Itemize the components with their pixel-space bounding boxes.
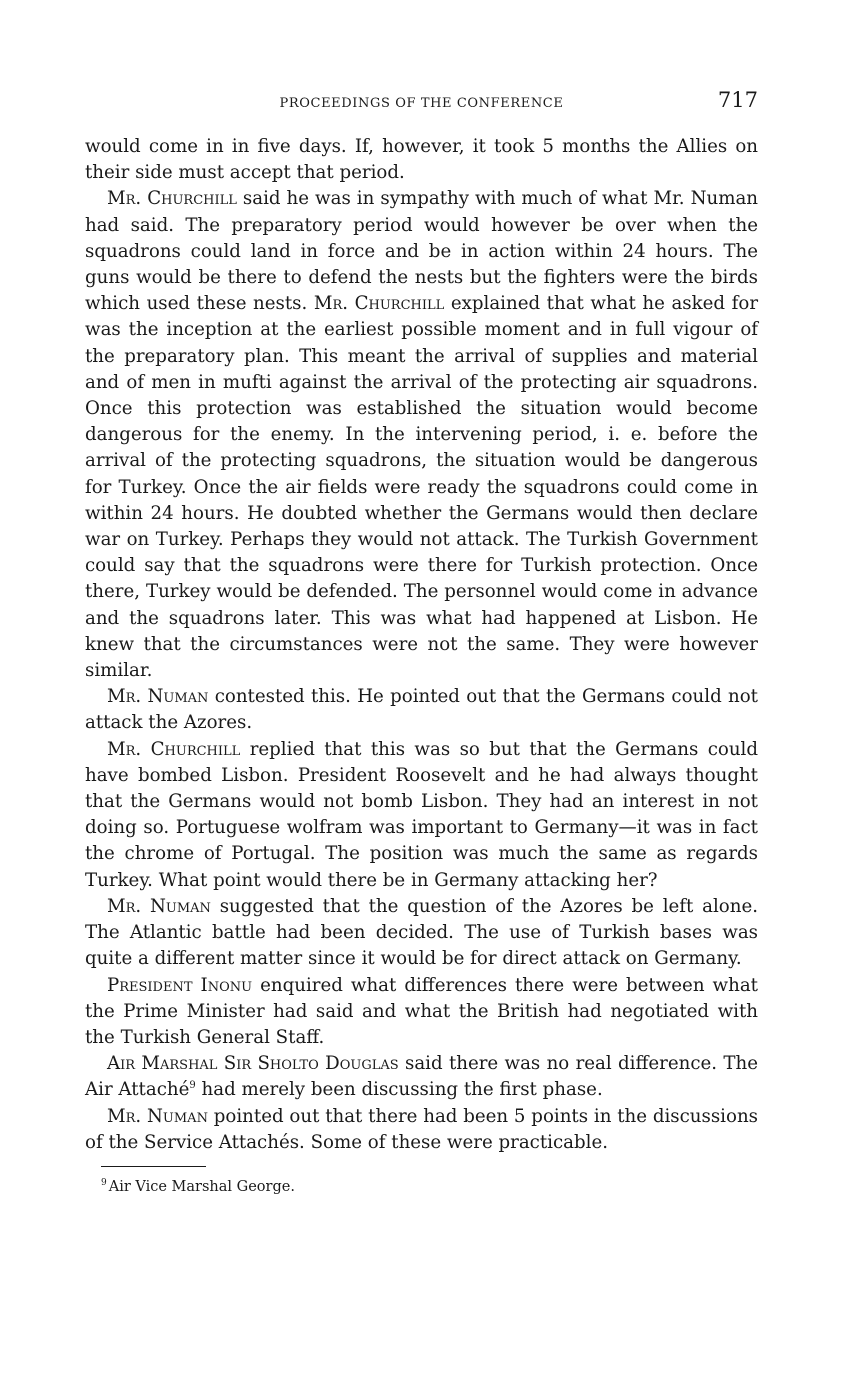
paragraph-numan-2 [85,894,758,973]
paragraph-numan-3 [85,1104,758,1156]
speaker-name: Mr. Numan [107,686,209,708]
footnote-text: Air Vice Marshal George. [108,1178,295,1195]
footnote-divider [101,1166,206,1167]
paragraph-text: had merely been discussing the first phase. [195,1079,603,1101]
paragraph-churchill-1 [85,186,758,684]
paragraph-churchill-2 [85,737,758,894]
paragraph-text: suggested that the question of the Azores be left alone. The Atlantic battle had been decided. The use of Turkish bases was quite a different matter since it would be for direct attack on Germany. [85,895,758,970]
speaker-name: Mr. Numan [107,1105,208,1127]
paragraph-text: pointed out that there had been 5 points in the discussions of the Service Attachés. Some of these were practicable. [85,1105,758,1153]
paragraph-text: contested this. He pointed out that the Germans could not attack the Azores. [85,686,758,734]
speaker-name: President Inonu [107,974,253,996]
paragraph-continued [85,134,758,186]
paragraph-text: explained that what he asked for was the inception at the earliest possible moment and in full vigour of the preparatory plan. This meant the arrival of supplies and material and of men in mufti against the arrival of the protecting air squadrons. Once this protection was established the situation would become dangerous for the enemy. In the intervening period, i. e. before the arrival of the protecting squadrons, the situation would be dangerous for Turkey. Once the air fields were ready the squadrons could come in within 24 hours. He doubted whether the Germans would then declare war on Turkey. Perhaps they would not attack. The Turkish Government could say that the squadrons were there for Turkish protection. Once there, Turkey would be defended. The personnel would come in advance and the squadrons later. This was what had happened at Lisbon. He knew that the circumstances were not the same. They were however similar. [85,293,759,682]
speaker-name: Mr. Churchill [313,293,445,315]
body-text [85,134,758,1156]
paragraph-numan-1 [85,684,758,736]
paragraph-douglas [85,1051,758,1103]
running-header [85,88,758,118]
paragraph-inonu [85,973,758,1052]
paragraph-text: said he was in sympathy with much of what Mr. Numan had said. The preparatory period would however be over when the squadrons could land in force and be in action within 24 hours. The guns would be there to defend the nests but the fighters were the birds which used these nests. [85,188,758,315]
speaker-name: Mr. Churchill [107,188,237,210]
footnote-reference: 9 [189,1080,196,1092]
paragraph-text: enquired what differences there were between what the Prime Minister had said and what the British had negotiated with the Turkish General Staff. [85,974,758,1048]
speaker-name: Mr. Numan [107,895,211,917]
page-number: 717 [717,88,758,112]
paragraph-text: said there was no real difference. The Air Attaché [85,1053,758,1101]
footnote-mark: 9 [101,1178,107,1189]
speaker-name: Air Marshal Sir Sholto Douglas [107,1053,399,1075]
document-page [85,88,758,1195]
paragraph-text: would come in in five days. If, however, it took 5 months the Allies on their side must accept that period. [85,136,758,184]
footnote [101,1179,758,1195]
paragraph-text: replied that this was so but that the Germans could have bombed Lisbon. President Roosevelt and he had always thought that the Germans would not bomb Lisbon. They had an interest in not doing so. Portuguese wolfram was important to Germany—it was in fact the chrome of Portugal. The position was much the same as regards Turkey. What point would there be in Germany attacking her? [85,738,759,891]
running-title: PROCEEDINGS OF THE CONFERENCE [279,96,564,111]
speaker-name: Mr. Churchill [107,738,241,760]
